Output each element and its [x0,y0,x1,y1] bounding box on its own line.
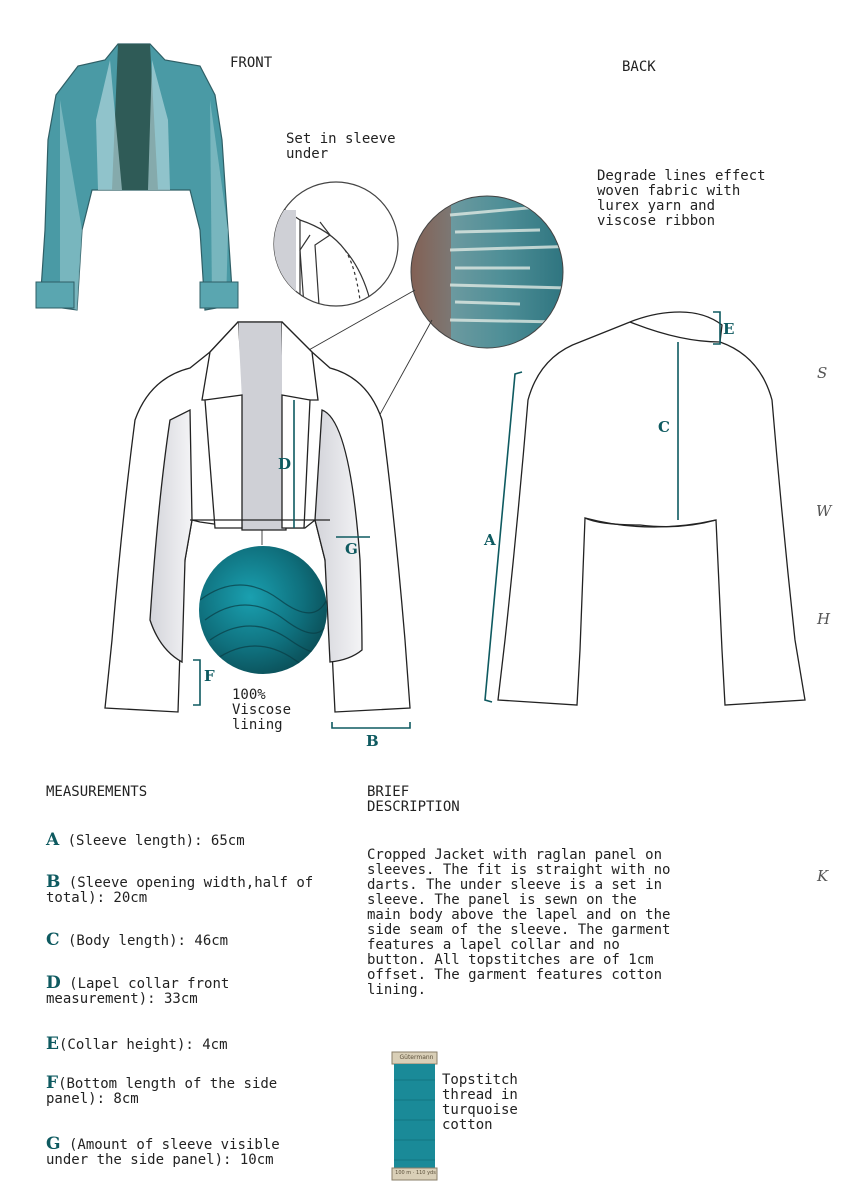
dimension-B [332,722,410,728]
spool-label: 100 m · 110 yds [395,1170,436,1176]
label-E: E [723,320,735,338]
size-mark-K: K [817,867,829,885]
measurement-text: (Body length): 46cm [59,933,229,949]
label-C: C [658,418,670,436]
front-illustration [36,44,238,310]
thread-spool [392,1052,437,1180]
measurement-text: (Sleeve length): 65cm [59,833,245,849]
measurement-text: (Lapel collar front measurement): 33cm [46,976,230,1007]
lining-callout: 100% Viscose lining [232,687,292,733]
back-flat-sketch [498,312,805,705]
thread-callout: Topstitch thread in turquoise cotton [442,1072,518,1133]
measurement-letter: F [46,1073,59,1093]
measurement-B [46,872,346,906]
measurement-letter: E [46,1034,59,1054]
measurement-E [46,1034,346,1054]
measurement-letter: B [46,872,61,892]
front-view-label: FRONT [230,55,273,71]
spool-brand: Gütermann [399,1054,434,1061]
measurement-text: (Collar height): 4cm [58,1037,228,1053]
label-A: A [484,531,496,549]
brief-text: Cropped Jacket with raglan panel on sleeves. The fit is straight with no darts. The under sleeve is a set in sleeve. The panel is sewn on the main body above the lapel and on the side seam of the sleeve. The garment features a lapel collar and no button. All topstitches are of 1cm offset. The garment features cotton lining. [367,847,671,998]
measurement-letter: C [46,930,60,950]
measurement-text: (Sleeve opening width,half of total): 20cm [46,875,314,906]
size-mark-W: W [816,502,832,520]
back-view-label: BACK [622,59,656,75]
measurement-C [46,930,346,950]
brief-title: BRIEF DESCRIPTION [367,784,460,815]
sleeve-detail-circle [270,182,398,320]
label-G: G [345,540,358,558]
measurement-text: (Bottom length of the side panel): 8cm [46,1076,278,1107]
measurement-letter: A [46,830,60,850]
fabric-swatch-circle [411,196,580,356]
set-in-sleeve-callout: Set in sleeve under [286,131,396,162]
label-D: D [278,455,292,473]
measurements-title: MEASUREMENTS [46,784,148,800]
measurement-G [46,1134,326,1168]
lining-swatch-circle [199,546,331,674]
measurement-letter: G [46,1134,61,1154]
fabric-callout: Degrade lines effect woven fabric with lurex yarn and viscose ribbon [597,168,766,229]
size-mark-H: H [817,610,831,628]
measurement-F [46,1073,306,1107]
measurement-text: (Amount of sleeve visible under the side panel): 10cm [46,1137,280,1168]
measurement-letter: D [46,973,61,993]
label-F: F [204,667,215,685]
label-B: B [366,732,379,750]
measurement-D [46,973,266,1007]
size-mark-S: S [817,364,828,382]
measurement-A [46,830,346,850]
dimension-F [193,660,200,705]
